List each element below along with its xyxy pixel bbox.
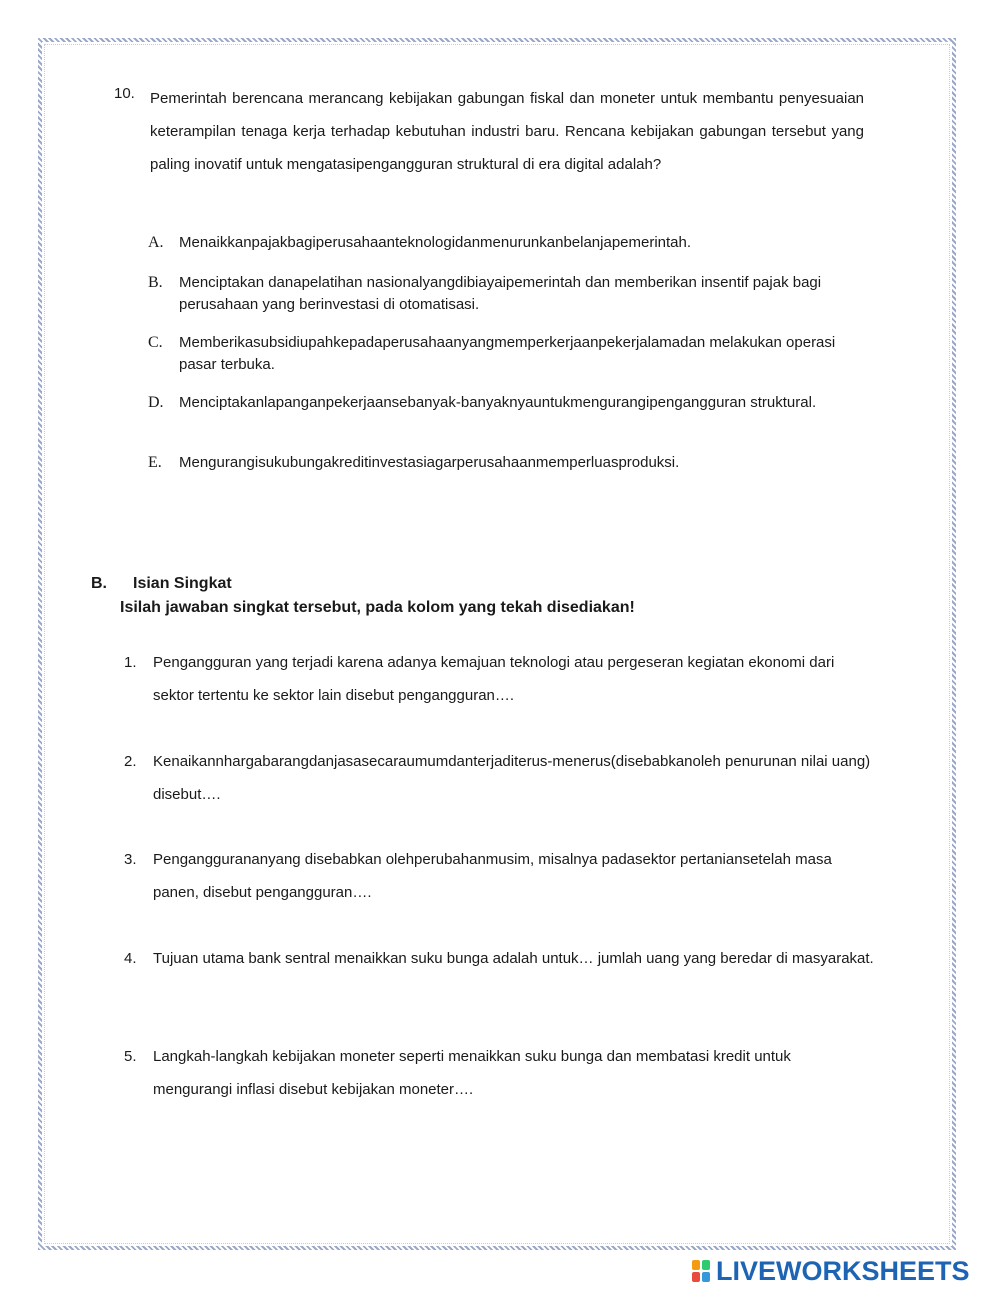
section-letter: B.: [91, 575, 107, 592]
short-question-5: [124, 1040, 874, 1106]
option-letter: A.: [148, 234, 164, 251]
option-a[interactable]: [148, 232, 691, 254]
option-d[interactable]: [148, 392, 816, 414]
option-text: Memberikasubsidiupahkepadaperusahaanyangmemperkerjaanpekerjalamadan melakukan operasi pasar terbuka.: [179, 334, 836, 373]
liveworksheets-logo-icon: [692, 1260, 710, 1282]
section-title: Isian Singkat: [133, 575, 232, 592]
question-number: 4.: [124, 950, 137, 967]
liveworksheets-logo[interactable]: [692, 1256, 970, 1286]
option-text: Mengurangisukubungakreditinvestasiagarperusahaanmemperluasproduksi.: [179, 454, 680, 471]
question-text: Penganggurananyang disebabkan olehperubahanmusim, misalnya padasektor pertaniansetelah masa panen, disebut pengangguran….: [153, 851, 832, 901]
short-question-2: [124, 745, 874, 811]
question-number: 2.: [124, 753, 137, 770]
question-text: Kenaikannhargabarangdanjasasecaraumumdanterjaditerus-menerus(disebabkanoleh penurunan nilai uang) disebut….: [153, 753, 871, 803]
option-c[interactable]: [148, 332, 868, 376]
option-text: Menciptakanlapanganpekerjaansebanyak-banyaknyauntukmengurangipengangguran struktural.: [179, 394, 817, 411]
question-text: Tujuan utama bank sentral menaikkan suku bunga adalah untuk… jumlah uang yang beredar di masyarakat.: [153, 950, 874, 967]
short-question-3: [124, 843, 874, 909]
question-10: [114, 82, 864, 181]
logo-text: LIVEWORKSHEETS: [716, 1255, 970, 1286]
short-question-1: [124, 646, 874, 712]
option-letter: B.: [148, 274, 163, 291]
option-letter: E.: [148, 454, 162, 471]
section-instruction: Isilah jawaban singkat tersebut, pada kolom yang tekah disediakan!: [120, 599, 635, 616]
option-letter: D.: [148, 394, 164, 411]
question-text: Langkah-langkah kebijakan moneter seperti menaikkan suku bunga dan membatasi kredit untuk mengurangi inflasi disebut kebijakan moneter….: [153, 1048, 791, 1098]
question-number: 1.: [124, 654, 137, 671]
question-number: 5.: [124, 1048, 137, 1065]
question-number: 3.: [124, 851, 137, 868]
option-b[interactable]: [148, 272, 868, 316]
question-number: 10.: [114, 85, 135, 102]
question-text: Pemerintah berencana merancang kebijakan gabungan fiskal dan moneter untuk membantu penyesuaian keterampilan tenaga kerja terhadap kebutuhan industri baru. Rencana kebijakan gabungan tersebut yang paling inovatif untuk mengatasipengangguran struktural di era digital adalah?: [150, 90, 864, 173]
option-e[interactable]: [148, 452, 679, 474]
option-text: Menaikkanpajakbagiperusahaanteknologidanmenurunkanbelanjapemerintah.: [179, 234, 692, 251]
option-text: Menciptakan danapelatihan nasionalyangdibiayaipemerintah dan memberikan insentif pajak bagi perusahaan yang berinvestasi di otomatisasi.: [179, 274, 822, 313]
short-question-4: [124, 942, 874, 975]
option-letter: C.: [148, 334, 163, 351]
question-text: Pengangguran yang terjadi karena adanya kemajuan teknologi atau pergeseran kegiatan ekonomi dari sektor tertentu ke sektor lain disebut pengangguran….: [153, 654, 835, 704]
